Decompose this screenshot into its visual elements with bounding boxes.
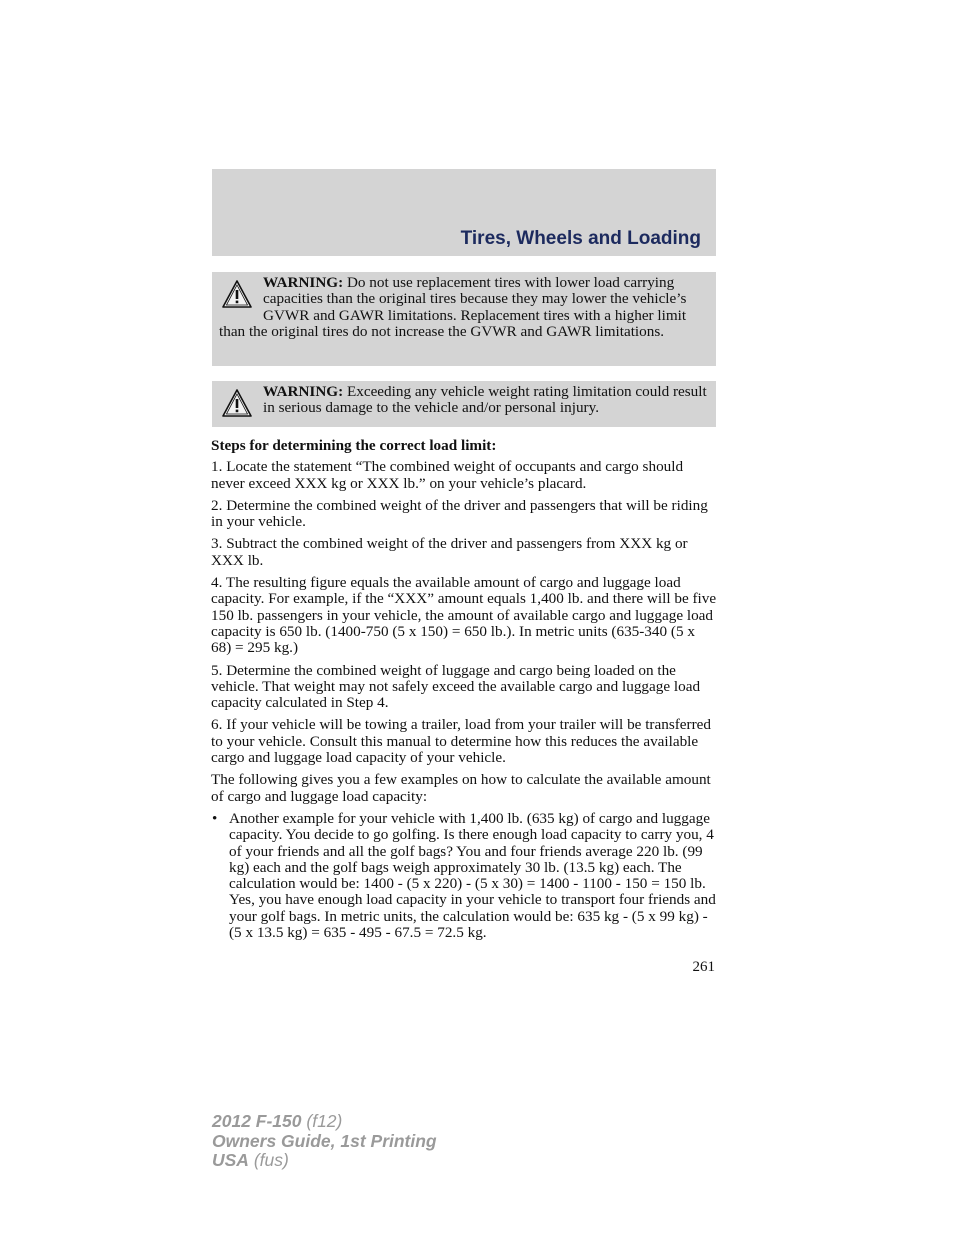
- warning-label: WARNING:: [263, 383, 344, 400]
- examples-intro: The following gives you a few examples on how to calculate the available amount of cargo and luggage load capacity:: [211, 771, 711, 805]
- footer: [212, 1112, 437, 1171]
- examples-list: [211, 811, 717, 941]
- page-number: 261: [692, 959, 715, 975]
- step-5: 5. Determine the combined weight of luggage and cargo being loaded on the vehicle. That weight may not safely exceed the available cargo and luggage load capacity calculated in Step 4.: [211, 661, 701, 712]
- warning-text: Exceeding any vehicle weight rating limitation could result in serious damage to the vehicle and/or personal injury.: [263, 383, 707, 417]
- footer-region-line: [212, 1151, 437, 1171]
- bullet-icon: •: [212, 809, 218, 827]
- warning-triangle-icon: [221, 388, 253, 418]
- example-text: Another example for your vehicle with 1,400 lb. (635 kg) of cargo and luggage capacity. You decide to go golfing. Is there enough load capacity to carry you, 4 of your friends and all the golf bags? You and four friends average 220 lb. (99 kg) each and the golf bags weigh approximately 30 lb. (13.5 kg) each. The calculation would be: 1400 - (5 x 220) - (5 x 30) = 1400 - 1100 - 150 = 150 lb. Yes, you have enough load capacity in your vehicle to transport four friends and your golf bags. In metric units, the calculation would be: 635 kg - (5 x 99 kg) - (5 x 13.5 kg) = 635 - 495 - 67.5 = 72.5 kg.: [229, 809, 716, 942]
- section-header-band: [212, 169, 716, 256]
- section-title: Tires, Wheels and Loading: [460, 228, 701, 249]
- footer-guide: Owners Guide, 1st Printing: [212, 1130, 437, 1151]
- step-1: 1. Locate the statement “The combined weight of occupants and cargo should never exceed XXX kg or XXX lb.” on your vehicle’s placard.: [211, 458, 684, 492]
- footer-model-line: [212, 1112, 437, 1132]
- footer-model-code: (f12): [301, 1111, 343, 1131]
- footer-region-code: (fus): [248, 1150, 289, 1170]
- list-item: [211, 811, 717, 941]
- footer-guide-line: [212, 1132, 437, 1152]
- step-3: 3. Subtract the combined weight of the driver and passengers from XXX kg or XXX lb.: [211, 535, 688, 569]
- warning-text: Do not use replacement tires with lower load carrying capacities than the original tires because they may lower the vehicle’s GVWR and GAWR limitations. Replacement tires with a higher limit than the original tires do not increase the GVWR and GAWR limitations.: [219, 274, 687, 341]
- step-6: 6. If your vehicle will be towing a trailer, load from your trailer will be transferred to your vehicle. Consult this manual to determine how this reduces the available cargo and luggage load capacity of your vehicle.: [211, 716, 711, 767]
- step-2: 2. Determine the combined weight of the driver and passengers that will be riding in your vehicle.: [211, 496, 708, 531]
- footer-region: USA: [212, 1150, 249, 1170]
- warning-triangle-icon: [221, 279, 253, 309]
- warning-box-1: [212, 272, 716, 366]
- main-content: [211, 438, 717, 941]
- footer-model: 2012 F-150: [212, 1111, 302, 1131]
- warning-box-2: [212, 381, 716, 427]
- warning-label: WARNING:: [263, 274, 344, 291]
- steps-heading: Steps for determining the correct load limit:: [211, 437, 497, 454]
- step-4: 4. The resulting figure equals the available amount of cargo and luggage load capacity. For example, if the “XXX” amount equals 1,400 lb. and there will be five 150 lb. passengers in your vehicle, the amount of available cargo and luggage load capacity is 650 lb. (1400-750 (5 x 150) = 650 lb.). In metric units (635-340 (5 x 68) = 295 kg.): [211, 574, 717, 657]
